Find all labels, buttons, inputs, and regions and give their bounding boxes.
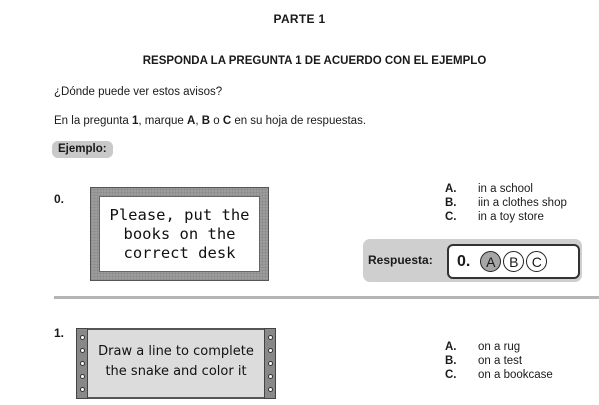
example-sign-line: books on the <box>123 224 236 243</box>
option-text: on a bookcase <box>478 369 553 381</box>
sign-rail-right <box>264 328 276 399</box>
hole-icon <box>268 335 273 340</box>
section-divider <box>54 296 599 299</box>
option-letter: A. <box>445 183 457 195</box>
example-label: Ejemplo: <box>52 141 113 158</box>
marking-question-number: 1 <box>132 115 139 127</box>
hole-icon <box>80 387 85 392</box>
question-text: ¿Dónde puede ver estos avisos? <box>54 86 223 98</box>
example-option <box>445 210 567 224</box>
question-1-number: 1. <box>54 326 65 340</box>
question-1-option <box>445 354 553 368</box>
question-1-options <box>445 340 553 382</box>
instruction-heading: RESPONDA LA PREGUNTA 1 DE ACUERDO CON EL EJEMPLO <box>142 55 487 67</box>
answer-label: Respuesta: <box>368 253 433 267</box>
answer-number: 0. <box>457 252 471 270</box>
hole-icon <box>268 374 273 379</box>
example-sign-line: Please, put the <box>109 205 250 224</box>
option-text: on a rug <box>478 341 521 353</box>
option-letter: B. <box>445 197 457 209</box>
option-letter: A. <box>445 341 457 353</box>
question-1-sign-line: Draw a line to complete <box>98 344 254 359</box>
question-1-option <box>445 340 553 354</box>
hole-icon <box>80 348 85 353</box>
hole-icon <box>80 335 85 340</box>
option-text: iin a clothes shop <box>478 197 567 209</box>
example-option <box>445 182 567 196</box>
example-sign <box>90 187 269 281</box>
example-options <box>445 182 567 224</box>
marking-sep2: o <box>210 115 223 127</box>
option-text: in a school <box>478 183 533 195</box>
marking-option-a: A <box>187 115 196 127</box>
answer-bubble-c[interactable]: C <box>526 251 547 272</box>
option-letter: C. <box>445 211 457 223</box>
question-1-sign <box>78 328 274 399</box>
answer-bubble-a[interactable]: A <box>480 251 501 272</box>
marking-sep1: , <box>195 115 202 127</box>
example-sign-line: correct desk <box>123 243 236 262</box>
question-1-option <box>445 368 553 382</box>
marking-suffix: en su hoja de respuestas. <box>231 115 367 127</box>
answer-box <box>363 239 582 282</box>
marking-option-b: B <box>201 115 211 127</box>
hole-icon <box>268 361 273 366</box>
answer-bubble-b[interactable]: B <box>503 251 524 272</box>
marking-instructions <box>54 115 366 127</box>
hole-icon <box>80 361 85 366</box>
option-letter: B. <box>445 355 457 367</box>
marking-mid: , marque <box>138 115 187 127</box>
sign-rail-left <box>76 328 88 399</box>
answer-sheet <box>447 244 580 279</box>
hole-icon <box>268 348 273 353</box>
marking-option-c: C <box>222 115 232 127</box>
hole-icon <box>268 387 273 392</box>
question-1-sign-text <box>92 342 260 382</box>
example-sign-text <box>99 196 260 272</box>
part-title: PARTE 1 <box>273 12 326 26</box>
example-option <box>445 196 567 210</box>
question-1-sign-line: the snake and color it <box>105 364 247 379</box>
option-text: in a toy store <box>478 211 544 223</box>
option-text: on a test <box>478 355 523 367</box>
marking-prefix: En la pregunta <box>54 115 133 127</box>
hole-icon <box>80 374 85 379</box>
example-number: 0. <box>54 192 65 206</box>
option-letter: C. <box>445 369 457 381</box>
